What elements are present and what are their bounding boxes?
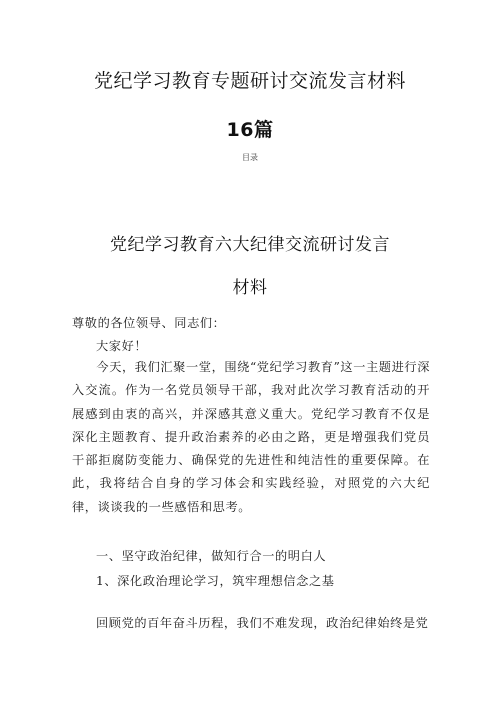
greeting: 大家好！: [96, 339, 148, 353]
section-title-line1: 党纪学习教育六大纪律交流研讨发言: [110, 235, 390, 255]
intro-paragraph: 今天，我们汇聚一堂，围绕“党纪学习教育”这一主题进行深入交流。作为一名党员领导干部，我对此次学习教育活动的开展感到由衷的高兴，并深感其意义重大。党纪学习教育不仅是深化主题教育、提升政治素养的必由之路，更是增强我们党员干部拒腐防变能力、确保党的先进性和纯洁性的重要保障。在此，我将结合自身的学习体会和实践经验，对照党的六大纪律，谈谈我的一些感悟和思考。: [72, 360, 430, 514]
body-last-line: 回顾党的百年奋斗历程，我们不难发现，政治纪律始终是党: [96, 616, 429, 630]
subheading-theory-study: 1、深化政治理论学习，筑牢理想信念之基: [96, 574, 335, 588]
document-title-line2: 16篇: [226, 119, 274, 141]
document-title-line1: 党纪学习教育专题研讨交流发言材料: [93, 70, 406, 92]
toc-label: 目录: [242, 153, 258, 162]
section-title-line2: 材料: [232, 278, 268, 298]
heading-political-discipline: 一、坚守政治纪律，做知行合一的明白人: [96, 549, 327, 563]
salutation: 尊敬的各位领导、同志们：: [72, 316, 226, 330]
